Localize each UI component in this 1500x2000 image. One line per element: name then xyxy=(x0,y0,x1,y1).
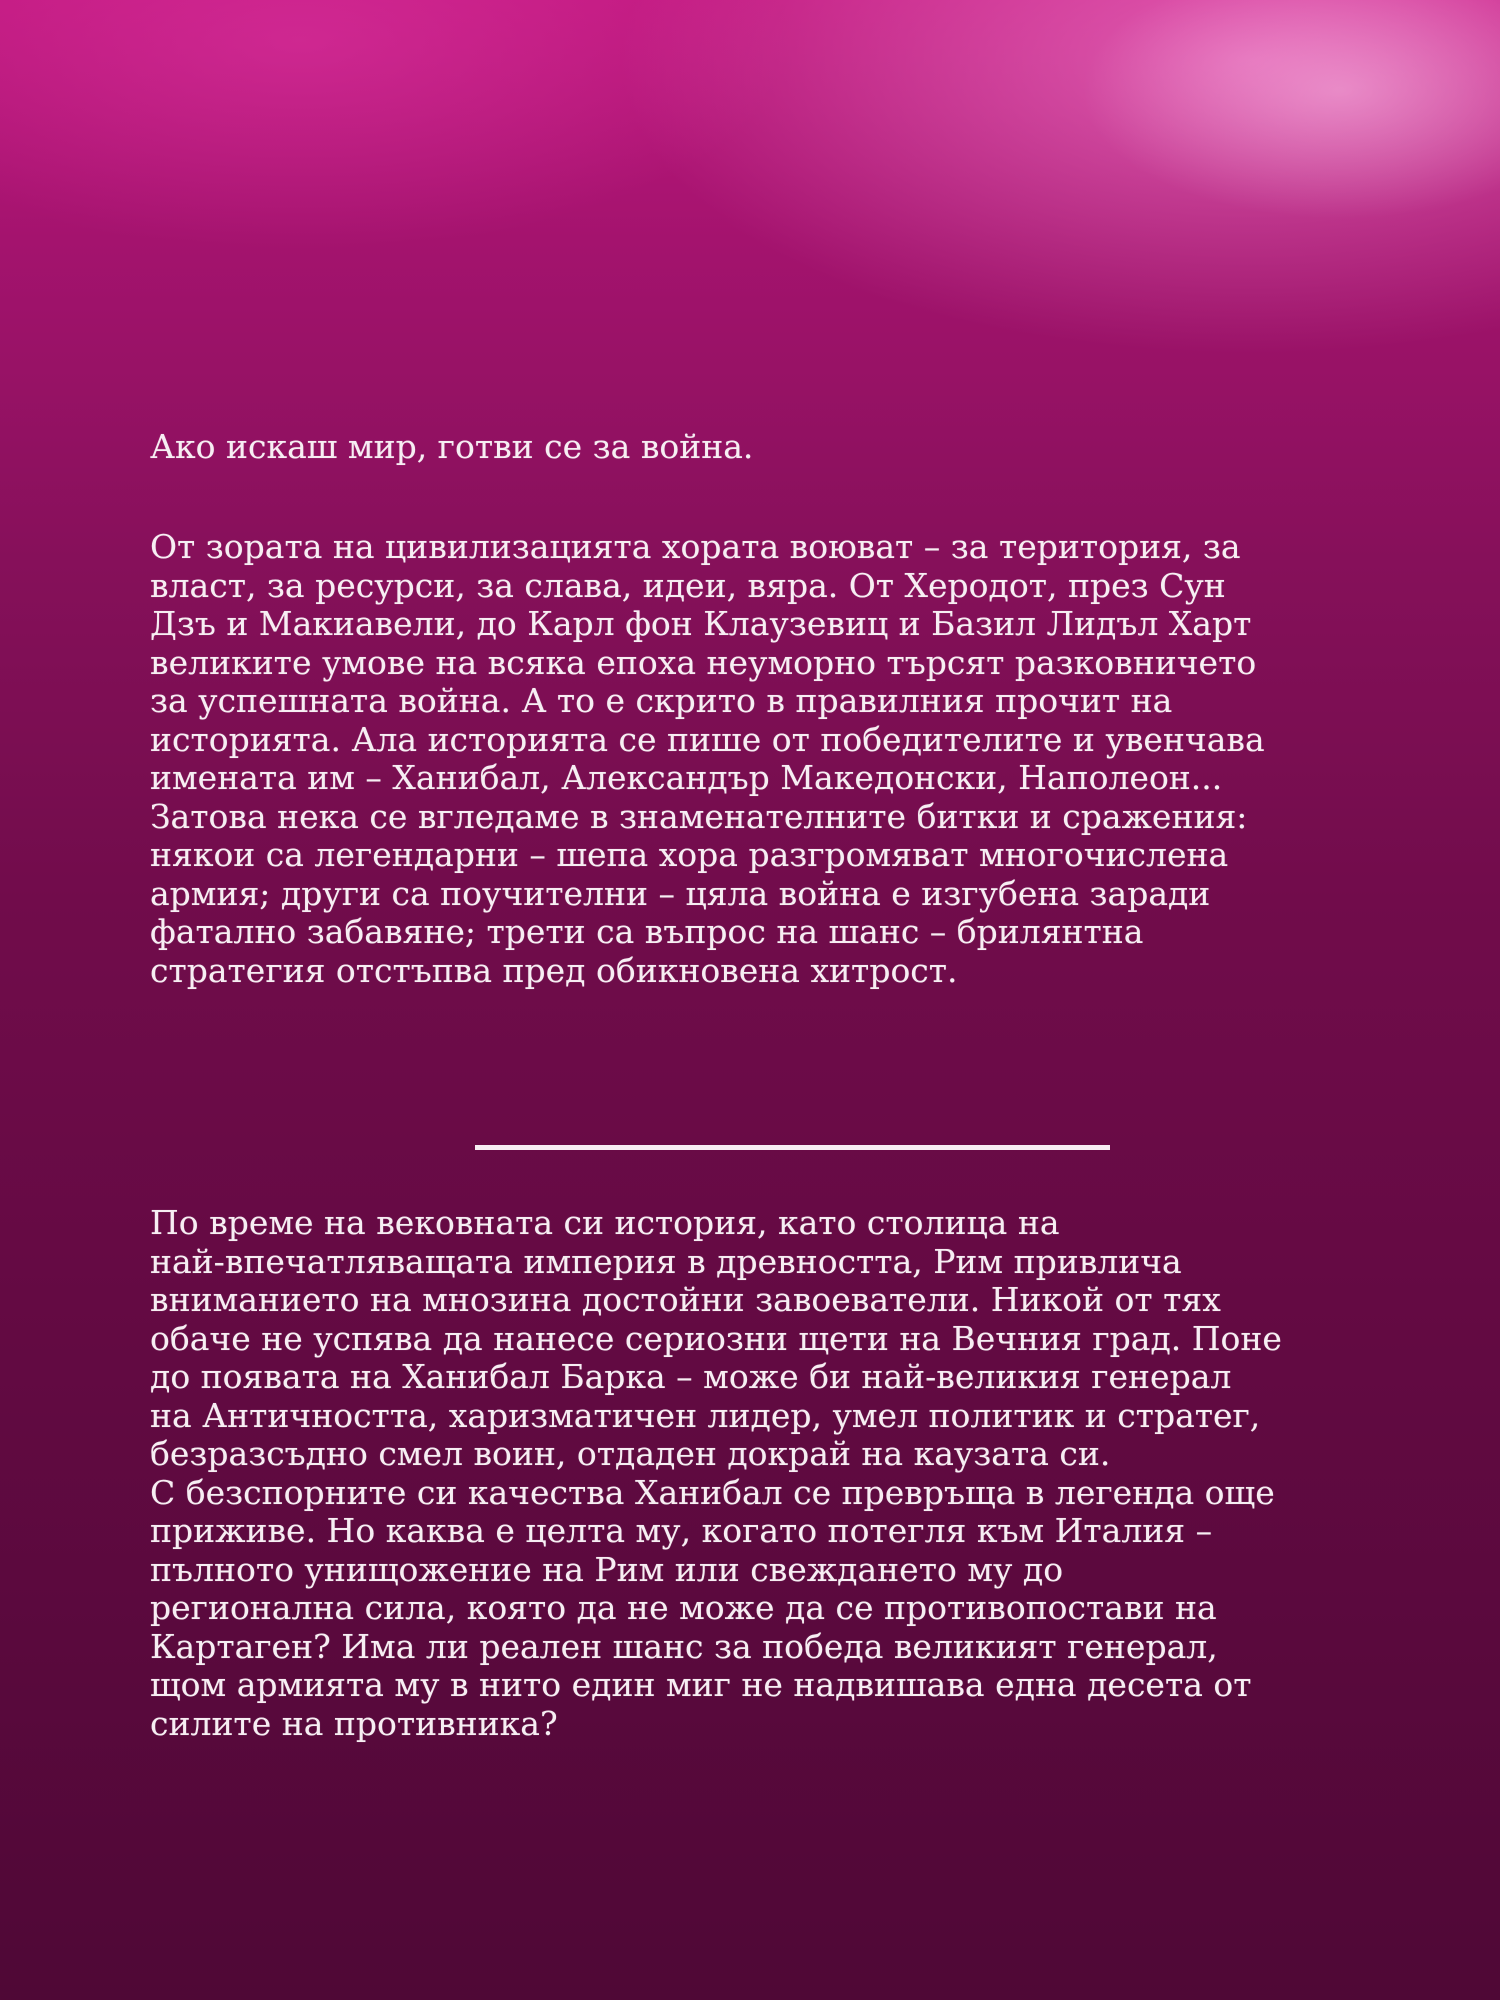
history-paragraph: По време на вековната си история, като столица на най-впечатляващата империя в древността, Рим привлича вниманието на мнозина достойни завоеватели. Никой от тях обаче не успява да нанесе сериозни щети на Вечния град. Поне до появата на Ханибал Барка – може би най-великия генерал на Античността, харизматичен лидер, умел политик и стратег, безразсъдно смел воин, отдаден докрай на каузата си. С безспорните си качества Ханибал се превръща в легенда още приживе. Но каква е целта му, когато потегля към Италия – пълното унищожение на Рим или свеждането му до регионална сила, която да не може да се противопостави на Картаген? Има ли реален шанс за победа великият генерал, щом армията му в нито един миг не надвишава една десета от силите на противника? xyxy=(150,1203,1282,1743)
history-section xyxy=(150,1204,1410,1743)
intro-section xyxy=(150,528,1410,990)
intro-paragraph: От зората на цивилизацията хората воюват – за територия, за власт, за ресурси, за слава, идеи, вяра. От Херодот, през Сун Дзъ и Макиавели, до Карл фон Клаузевиц и Базил Лидъл Харт великите умове на всяка епоха неуморно търсят разковничето за успешната война. А то е скрито в правилния прочит на историята. Ала историята се пише от победителите и увенчава имената им – Ханибал, Александър Македонски, Наполеон... Затова нека се вгледаме в знаменателните битки и сражения: някои са легендарни – шепа хора разгромяват многочислена армия; други са поучителни – цяла война е изгубена заради фатално забавяне; трети са въпрос на шанс – брилянтна стратегия отстъпва пред обикновена хитрост. xyxy=(150,527,1265,990)
section-divider xyxy=(475,1145,1110,1150)
motto-section xyxy=(150,428,1410,467)
light-glare xyxy=(1080,0,1500,220)
motto-text: Ако искаш мир, готви се за война. xyxy=(150,427,754,466)
